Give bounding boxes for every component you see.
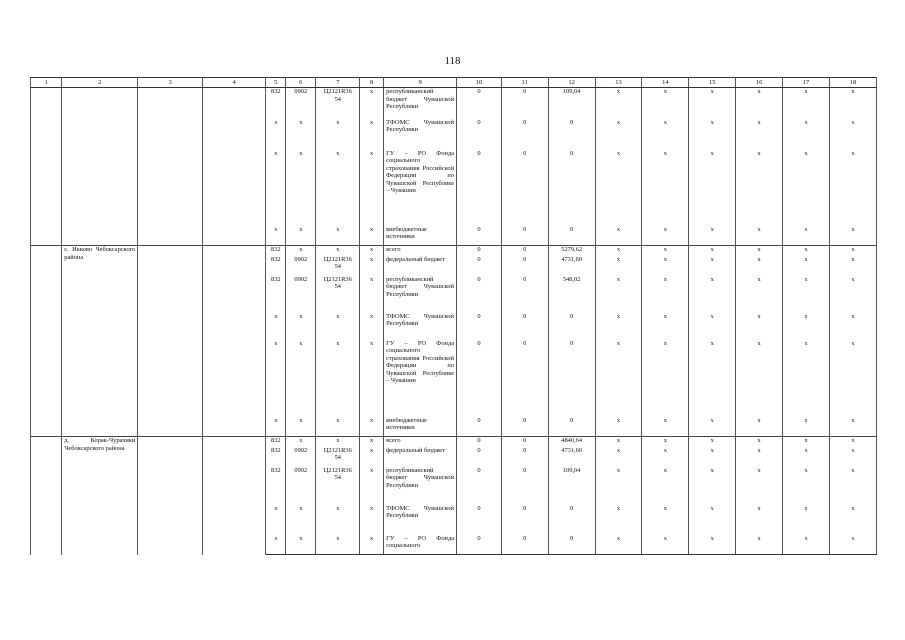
cell-col15: x [689, 256, 736, 276]
cell-col6: x [286, 150, 316, 226]
cell-col7: Ц2121R36 54 [316, 447, 360, 467]
column-number-12: 12 [548, 78, 595, 88]
cell-col12: 109,04 [548, 467, 595, 505]
cell-col11: 0 [501, 535, 548, 555]
cell-col18: x [829, 226, 876, 246]
cell-col14: x [642, 313, 689, 340]
cell-col10: 0 [457, 256, 502, 276]
cell-col10: 0 [457, 88, 502, 119]
cell-col14: x [642, 437, 689, 447]
cell-col12: 5279,62 [548, 246, 595, 256]
cell-col13: x [595, 246, 642, 256]
cell-col11: 0 [501, 313, 548, 340]
cell-col18: x [829, 447, 876, 467]
empty-cell-col1 [31, 437, 62, 555]
cell-col9: ТФОМС Чувашской Республики [384, 313, 457, 340]
cell-col13: x [595, 535, 642, 555]
cell-col11: 0 [501, 119, 548, 150]
cell-col14: x [642, 505, 689, 535]
cell-col14: x [642, 340, 689, 417]
cell-col10: 0 [457, 447, 502, 467]
cell-col15: x [689, 417, 736, 437]
empty-cell-col3 [138, 437, 203, 555]
cell-col17: x [783, 150, 830, 226]
cell-col16: x [736, 313, 783, 340]
cell-col12: 0 [548, 150, 595, 226]
cell-col11: 0 [501, 246, 548, 256]
cell-col13: x [595, 340, 642, 417]
cell-col10: 0 [457, 505, 502, 535]
cell-col15: x [689, 150, 736, 226]
cell-col8: x [360, 119, 384, 150]
cell-col18: x [829, 246, 876, 256]
cell-col13: x [595, 88, 642, 119]
empty-cell-col3 [138, 246, 203, 437]
cell-col13: x [595, 447, 642, 467]
cell-col17: x [783, 276, 830, 313]
cell-col18: x [829, 437, 876, 447]
cell-col8: x [360, 246, 384, 256]
cell-col13: x [595, 256, 642, 276]
cell-col6: x [286, 437, 316, 447]
cell-col14: x [642, 467, 689, 505]
cell-col16: x [736, 256, 783, 276]
column-number-11: 11 [501, 78, 548, 88]
cell-col7: x [316, 535, 360, 555]
column-number-15: 15 [689, 78, 736, 88]
cell-col13: x [595, 417, 642, 437]
cell-col7: x [316, 246, 360, 256]
column-number-8: 8 [360, 78, 384, 88]
cell-col17: x [783, 313, 830, 340]
cell-col13: x [595, 505, 642, 535]
cell-col7: x [316, 437, 360, 447]
column-number-3: 3 [138, 78, 203, 88]
cell-col18: x [829, 119, 876, 150]
table-row [31, 246, 877, 256]
cell-col8: x [360, 417, 384, 437]
cell-col14: x [642, 226, 689, 246]
cell-col5: x [266, 226, 286, 246]
column-number-13: 13 [595, 78, 642, 88]
cell-col6: 0902 [286, 276, 316, 313]
cell-col16: x [736, 437, 783, 447]
column-number-17: 17 [783, 78, 830, 88]
cell-col18: x [829, 535, 876, 555]
cell-col14: x [642, 150, 689, 226]
cell-col17: x [783, 340, 830, 417]
cell-col15: x [689, 447, 736, 467]
cell-col9: ГУ – РО Фонда социального страхования Российской Федерации по Чувашской Республике – Чувашии [384, 150, 457, 226]
locality-name: д. Корак-Чурачики Чебоксарского района [62, 437, 138, 555]
column-number-14: 14 [642, 78, 689, 88]
cell-col9: ТФОМС Чувашской Республики [384, 505, 457, 535]
column-number-2: 2 [62, 78, 138, 88]
cell-col17: x [783, 246, 830, 256]
cell-col8: x [360, 467, 384, 505]
cell-col11: 0 [501, 437, 548, 447]
cell-col10: 0 [457, 119, 502, 150]
column-number-9: 9 [384, 78, 457, 88]
cell-col5: 832 [266, 437, 286, 447]
cell-col5: x [266, 417, 286, 437]
cell-col5: 832 [266, 276, 286, 313]
cell-col10: 0 [457, 313, 502, 340]
cell-col9: внебюджетные источники [384, 226, 457, 246]
cell-col12: 4840,64 [548, 437, 595, 447]
cell-col15: x [689, 119, 736, 150]
column-number-16: 16 [736, 78, 783, 88]
cell-col6: 0902 [286, 467, 316, 505]
cell-col9: всего [384, 246, 457, 256]
cell-col18: x [829, 88, 876, 119]
cell-col13: x [595, 467, 642, 505]
cell-col10: 0 [457, 437, 502, 447]
cell-col8: x [360, 256, 384, 276]
cell-col17: x [783, 226, 830, 246]
cell-col15: x [689, 437, 736, 447]
cell-col10: 0 [457, 340, 502, 417]
column-number-5: 5 [266, 78, 286, 88]
cell-col15: x [689, 535, 736, 555]
locality-name [62, 88, 138, 246]
cell-col16: x [736, 246, 783, 256]
cell-col6: x [286, 313, 316, 340]
cell-col16: x [736, 276, 783, 313]
cell-col18: x [829, 417, 876, 437]
cell-col5: x [266, 150, 286, 226]
column-number-18: 18 [829, 78, 876, 88]
cell-col5: 832 [266, 447, 286, 467]
cell-col5: 832 [266, 88, 286, 119]
locality-name: с. Икково Чебоксарского района [62, 246, 138, 437]
cell-col12: 0 [548, 119, 595, 150]
cell-col13: x [595, 276, 642, 313]
cell-col10: 0 [457, 226, 502, 246]
cell-col18: x [829, 256, 876, 276]
cell-col6: x [286, 340, 316, 417]
cell-col17: x [783, 505, 830, 535]
cell-col12: 0 [548, 417, 595, 437]
cell-col16: x [736, 340, 783, 417]
cell-col7: x [316, 150, 360, 226]
cell-col8: x [360, 340, 384, 417]
cell-col12: 109,04 [548, 88, 595, 119]
cell-col13: x [595, 437, 642, 447]
cell-col5: x [266, 535, 286, 555]
table-row [31, 437, 877, 447]
cell-col5: x [266, 119, 286, 150]
cell-col16: x [736, 226, 783, 246]
cell-col8: x [360, 437, 384, 447]
cell-col5: 832 [266, 467, 286, 505]
cell-col8: x [360, 88, 384, 119]
empty-cell-col1 [31, 88, 62, 246]
cell-col7: x [316, 417, 360, 437]
column-number-1: 1 [31, 78, 62, 88]
cell-col12: 4731,60 [548, 447, 595, 467]
cell-col6: 0902 [286, 88, 316, 119]
cell-col18: x [829, 505, 876, 535]
cell-col7: x [316, 119, 360, 150]
cell-col15: x [689, 505, 736, 535]
cell-col5: x [266, 340, 286, 417]
cell-col5: x [266, 505, 286, 535]
cell-col18: x [829, 467, 876, 505]
cell-col12: 0 [548, 340, 595, 417]
cell-col7: x [316, 505, 360, 535]
cell-col15: x [689, 246, 736, 256]
cell-col6: x [286, 535, 316, 555]
cell-col10: 0 [457, 417, 502, 437]
cell-col11: 0 [501, 226, 548, 246]
cell-col7: Ц2121R36 54 [316, 467, 360, 505]
cell-col17: x [783, 535, 830, 555]
cell-col18: x [829, 150, 876, 226]
column-number-7: 7 [316, 78, 360, 88]
cell-col8: x [360, 226, 384, 246]
cell-col8: x [360, 276, 384, 313]
cell-col16: x [736, 417, 783, 437]
cell-col6: 0902 [286, 256, 316, 276]
cell-col15: x [689, 276, 736, 313]
cell-col11: 0 [501, 505, 548, 535]
cell-col13: x [595, 313, 642, 340]
cell-col7: Ц2121R36 54 [316, 88, 360, 119]
table-row [31, 88, 877, 119]
cell-col16: x [736, 505, 783, 535]
cell-col8: x [360, 505, 384, 535]
cell-col16: x [736, 119, 783, 150]
cell-col12: 548,02 [548, 276, 595, 313]
cell-col9: федеральный бюджет [384, 447, 457, 467]
cell-col17: x [783, 437, 830, 447]
cell-col18: x [829, 313, 876, 340]
cell-col11: 0 [501, 256, 548, 276]
cell-col18: x [829, 340, 876, 417]
cell-col10: 0 [457, 276, 502, 313]
cell-col7: Ц2121R36 54 [316, 276, 360, 313]
cell-col14: x [642, 447, 689, 467]
empty-cell-col1 [31, 246, 62, 437]
cell-col11: 0 [501, 417, 548, 437]
cell-col8: x [360, 313, 384, 340]
empty-cell-col4 [202, 437, 266, 555]
column-number-4: 4 [202, 78, 266, 88]
cell-col17: x [783, 88, 830, 119]
cell-col11: 0 [501, 150, 548, 226]
cell-col11: 0 [501, 276, 548, 313]
cell-col9: республиканский бюджет Чувашской Республики [384, 88, 457, 119]
cell-col7: x [316, 226, 360, 246]
cell-col16: x [736, 150, 783, 226]
cell-col5: x [266, 313, 286, 340]
cell-col14: x [642, 417, 689, 437]
budget-table [30, 77, 877, 555]
cell-col17: x [783, 119, 830, 150]
cell-col9: ГУ – РО Фонда социального страхования Российской Федерации по Чувашской Республике – Чувашии [384, 340, 457, 417]
cell-col6: x [286, 119, 316, 150]
cell-col16: x [736, 447, 783, 467]
cell-col12: 0 [548, 313, 595, 340]
cell-col6: 0902 [286, 447, 316, 467]
cell-col15: x [689, 340, 736, 417]
cell-col6: x [286, 226, 316, 246]
cell-col5: 832 [266, 256, 286, 276]
cell-col9: внебюджетные источники [384, 417, 457, 437]
cell-col15: x [689, 313, 736, 340]
cell-col16: x [736, 88, 783, 119]
cell-col15: x [689, 226, 736, 246]
cell-col8: x [360, 150, 384, 226]
cell-col12: 0 [548, 226, 595, 246]
cell-col13: x [595, 119, 642, 150]
cell-col17: x [783, 447, 830, 467]
cell-col16: x [736, 467, 783, 505]
cell-col9: федеральный бюджет [384, 256, 457, 276]
cell-col18: x [829, 276, 876, 313]
cell-col9: ТФОМС Чувашской Республики [384, 119, 457, 150]
cell-col14: x [642, 256, 689, 276]
cell-col7: x [316, 313, 360, 340]
cell-col12: 4731,60 [548, 256, 595, 276]
cell-col6: x [286, 505, 316, 535]
cell-col11: 0 [501, 340, 548, 417]
cell-col6: x [286, 417, 316, 437]
cell-col12: 0 [548, 535, 595, 555]
empty-cell-col4 [202, 88, 266, 246]
cell-col10: 0 [457, 535, 502, 555]
column-number-10: 10 [457, 78, 502, 88]
cell-col10: 0 [457, 150, 502, 226]
cell-col8: x [360, 535, 384, 555]
cell-col9: республиканский бюджет Чувашской Республики [384, 467, 457, 505]
cell-col17: x [783, 467, 830, 505]
cell-col7: x [316, 340, 360, 417]
cell-col15: x [689, 467, 736, 505]
page-number: 118 [444, 55, 461, 67]
cell-col6: x [286, 246, 316, 256]
cell-col17: x [783, 256, 830, 276]
cell-col9: республиканский бюджет Чувашской Республики [384, 276, 457, 313]
empty-cell-col4 [202, 246, 266, 437]
cell-col11: 0 [501, 467, 548, 505]
cell-col8: x [360, 447, 384, 467]
cell-col14: x [642, 246, 689, 256]
cell-col13: x [595, 150, 642, 226]
cell-col14: x [642, 535, 689, 555]
cell-col11: 0 [501, 88, 548, 119]
cell-col15: x [689, 88, 736, 119]
cell-col10: 0 [457, 467, 502, 505]
cell-col14: x [642, 276, 689, 313]
cell-col9: всего [384, 437, 457, 447]
column-number-6: 6 [286, 78, 316, 88]
cell-col14: x [642, 88, 689, 119]
cell-col12: 0 [548, 505, 595, 535]
cell-col11: 0 [501, 447, 548, 467]
cell-col10: 0 [457, 246, 502, 256]
cell-col13: x [595, 226, 642, 246]
cell-col7: Ц2121R36 54 [316, 256, 360, 276]
cell-col17: x [783, 417, 830, 437]
cell-col16: x [736, 535, 783, 555]
column-number-row [31, 78, 877, 88]
empty-cell-col3 [138, 88, 203, 246]
cell-col5: 832 [266, 246, 286, 256]
cell-col9: ГУ – РО Фонда социального [384, 535, 457, 555]
cell-col14: x [642, 119, 689, 150]
